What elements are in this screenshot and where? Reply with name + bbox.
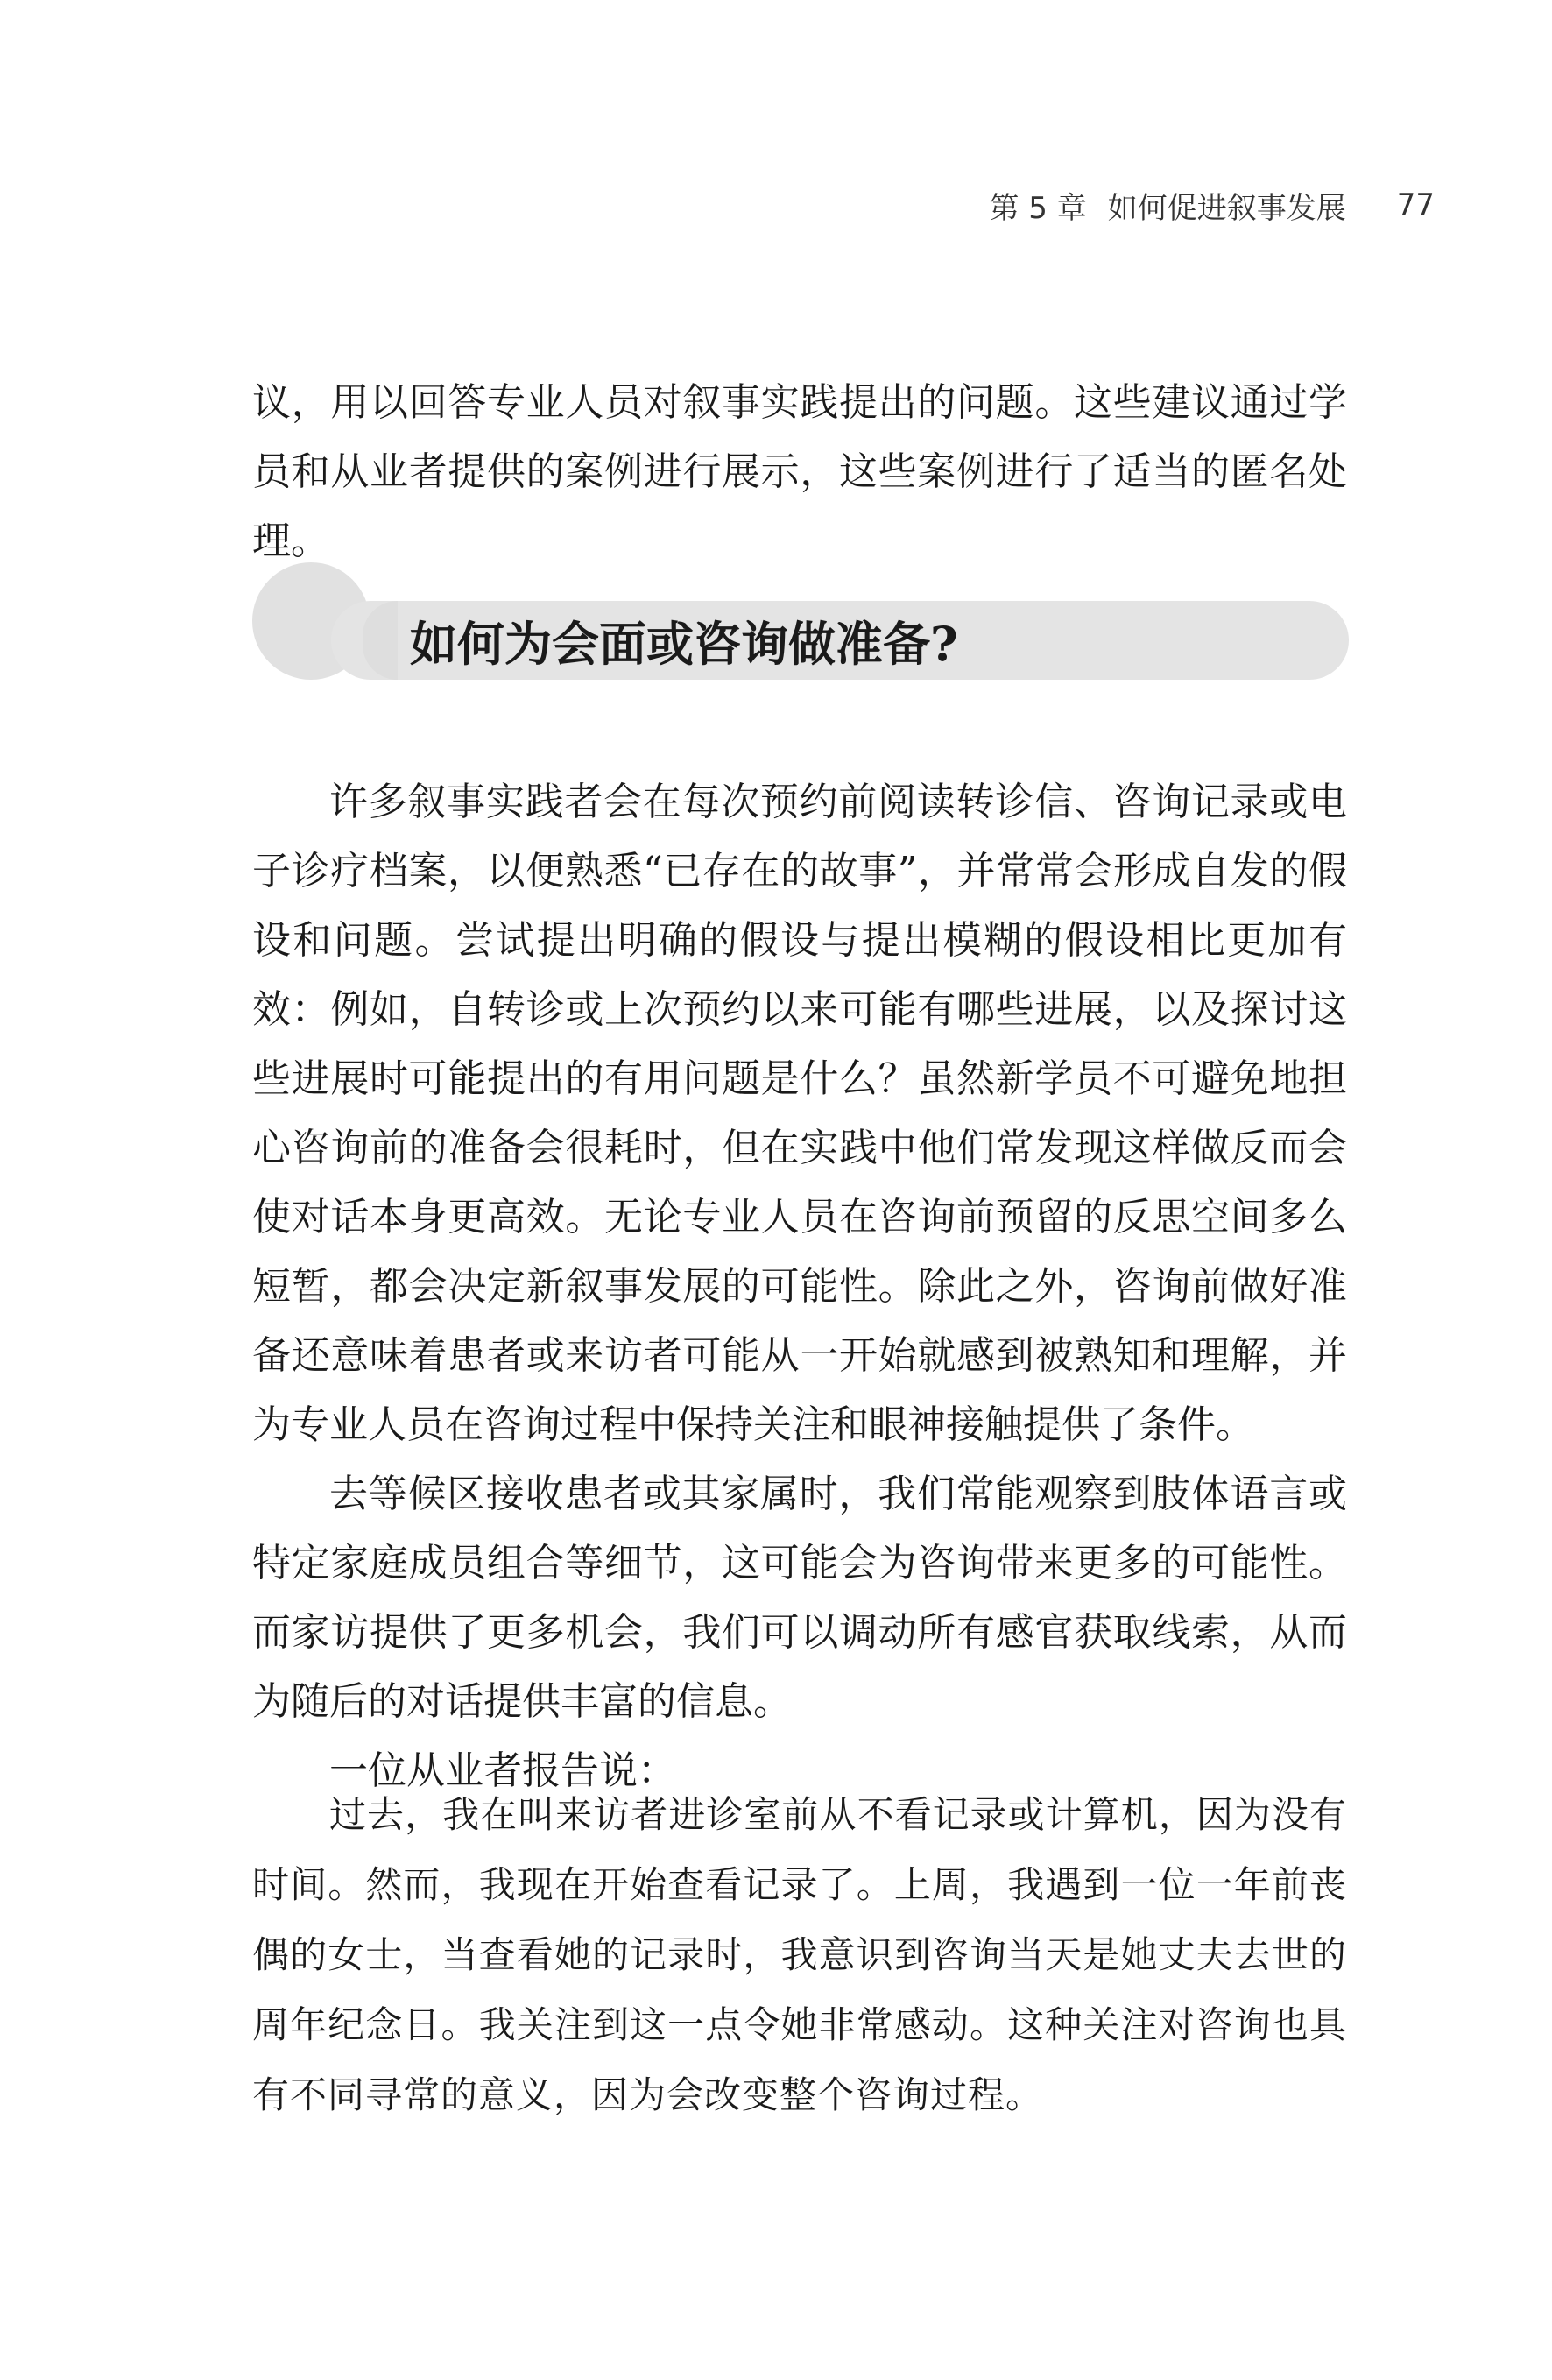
page-number: 77 [1396, 187, 1435, 222]
intro-paragraph: 议，用以回答专业人员对叙事实践提出的问题。这些建议通过学员和从业者提供的案例进行展示，这些案例进行了适当的匿名处理。 [252, 380, 1347, 563]
quote-paragraph: 过去，我在叫来访者进诊室前从不看记录或计算机，因为没有时间。然而，我现在开始查看记录了。上周，我遇到一位一年前丧偶的女士，当查看她的记录时，我意识到咨询当天是她丈夫去世的周年纪念日。我关注到这一点令她非常感动。这种关注对咨询也具有不同寻常的意义，因为会改变整个咨询过程。 [252, 1793, 1347, 2116]
body-paragraph: 一位从业者报告说： [329, 1748, 676, 1793]
intro-text [252, 368, 1347, 576]
section-title: 如何为会面或咨询做准备? [410, 615, 958, 672]
body-paragraph: 许多叙事实践者会在每次预约前阅读转诊信、咨询记录或电子诊疗档案，以便熟悉“已存在的故事”，并常常会形成自发的假设和问题。尝试提出明确的假设与提出模糊的假设相比更加有效：例如，自转诊或上次预约以来可能有哪些进展，以及探讨这些进展时可能提出的有用问题是什么？虽然新学员不可避免地担心咨询前的准备会很耗时，但在实践中他们常发现这样做反而会使对话本身更高效。无论专业人员在咨询前预留的反思空间多么短暂，都会决定新叙事发展的可能性。除此之外，咨询前做好准备还意味着患者或来访者可能从一开始就感到被熟知和理解，并为专业人员在咨询过程中保持关注和眼神接触提供了条件。 [252, 780, 1347, 1447]
practitioner-quote [252, 1780, 1347, 2130]
section-heading-banner [252, 562, 1349, 685]
chapter-number: 第 5 章 [989, 190, 1087, 226]
running-header [963, 180, 1435, 230]
body-paragraph: 去等候区接收患者或其家属时，我们常能观察到肢体语言或特定家庭成员组合等细节，这可能会为咨询带来更多的可能性。而家访提供了更多机会，我们可以调动所有感官获取线索，从而为随后的对话提供丰富的信息。 [252, 1472, 1347, 1724]
chapter-title: 如何促进叙事发展 [1107, 190, 1346, 226]
body-text [252, 767, 1347, 1805]
